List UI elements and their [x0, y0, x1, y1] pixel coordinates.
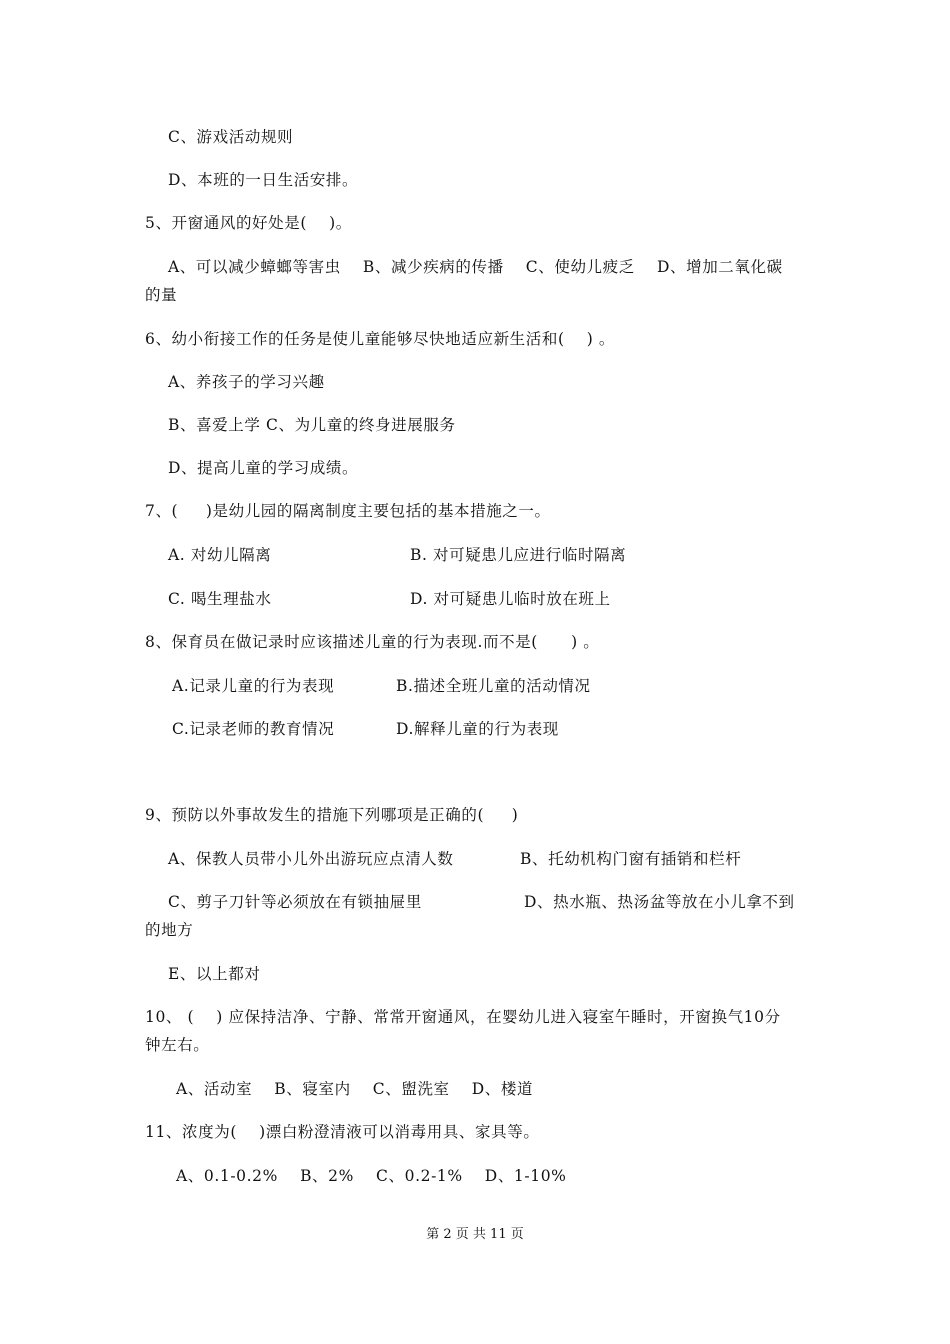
option-9d-continued: 的地方: [145, 921, 194, 939]
option-9b: B、托幼机构门窗有插销和栏杆: [520, 850, 742, 868]
options-10: A、活动室 B、寝室内 C、盥洗室 D、楼道: [176, 1080, 534, 1098]
page-footer: [0, 1226, 950, 1244]
question-10: 10、 ( ) 应保持洁净、宁静、常常开窗通风，在婴幼儿进入寝室午睡时，开窗换气10分: [145, 1008, 781, 1026]
question-8: 8、保育员在做记录时应该描述儿童的行为表现.而不是( ) 。: [145, 633, 600, 651]
option-7b: B. 对可疑患儿应进行临时隔离: [410, 546, 627, 564]
options-11: A、0.1-0.2% B、2% C、0.2-1% D、1-10%: [176, 1167, 567, 1185]
option-4c: C、游戏活动规则: [168, 128, 294, 146]
option-9c: C、剪子刀针等必须放在有锁抽屉里: [168, 893, 422, 911]
option-6bc: B、喜爱上学 C、为儿童的终身进展服务: [168, 416, 456, 434]
option-8a: A.记录儿童的行为表现: [172, 677, 335, 695]
option-9d: D、热水瓶、热汤盆等放在小儿拿不到: [524, 893, 795, 911]
option-8b: B.描述全班儿童的活动情况: [396, 677, 591, 695]
option-7a: A. 对幼儿隔离: [168, 546, 272, 564]
question-6: 6、幼小衔接工作的任务是使儿童能够尽快地适应新生活和( ) 。: [145, 330, 615, 348]
option-7d: D. 对可疑患儿临时放在班上: [410, 590, 611, 608]
question-11: 11、浓度为( )漂白粉澄清液可以消毒用具、家具等。: [145, 1123, 540, 1141]
option-8c: C.记录老师的教育情况: [172, 720, 335, 738]
option-8d: D.解释儿童的行为表现: [396, 720, 559, 738]
options-5: A、可以减少蟑螂等害虫 B、减少疾病的传播 C、使幼儿疲乏 D、增加二氧化碳: [168, 258, 783, 276]
question-5: 5、开窗通风的好处是( )。: [145, 214, 352, 232]
option-9a: A、保教人员带小儿外出游玩应点清人数: [168, 850, 454, 868]
option-6a: A、养孩子的学习兴趣: [168, 373, 325, 391]
question-10-continued: 钟左右。: [145, 1036, 210, 1054]
question-7: 7、( )是幼儿园的隔离制度主要包括的基本措施之一。: [145, 502, 551, 520]
option-6d: D、提高儿童的学习成绩。: [168, 459, 359, 477]
option-9e: E、以上都对: [168, 965, 261, 983]
question-9: 9、预防以外事故发生的措施下列哪项是正确的( ): [145, 806, 519, 824]
options-5-continued: 的量: [145, 286, 178, 304]
option-7c: C. 喝生理盐水: [168, 590, 272, 608]
page-number: 第 2 页 共 11 页: [426, 1227, 524, 1242]
option-4d: D、本班的一日生活安排。: [168, 171, 359, 189]
